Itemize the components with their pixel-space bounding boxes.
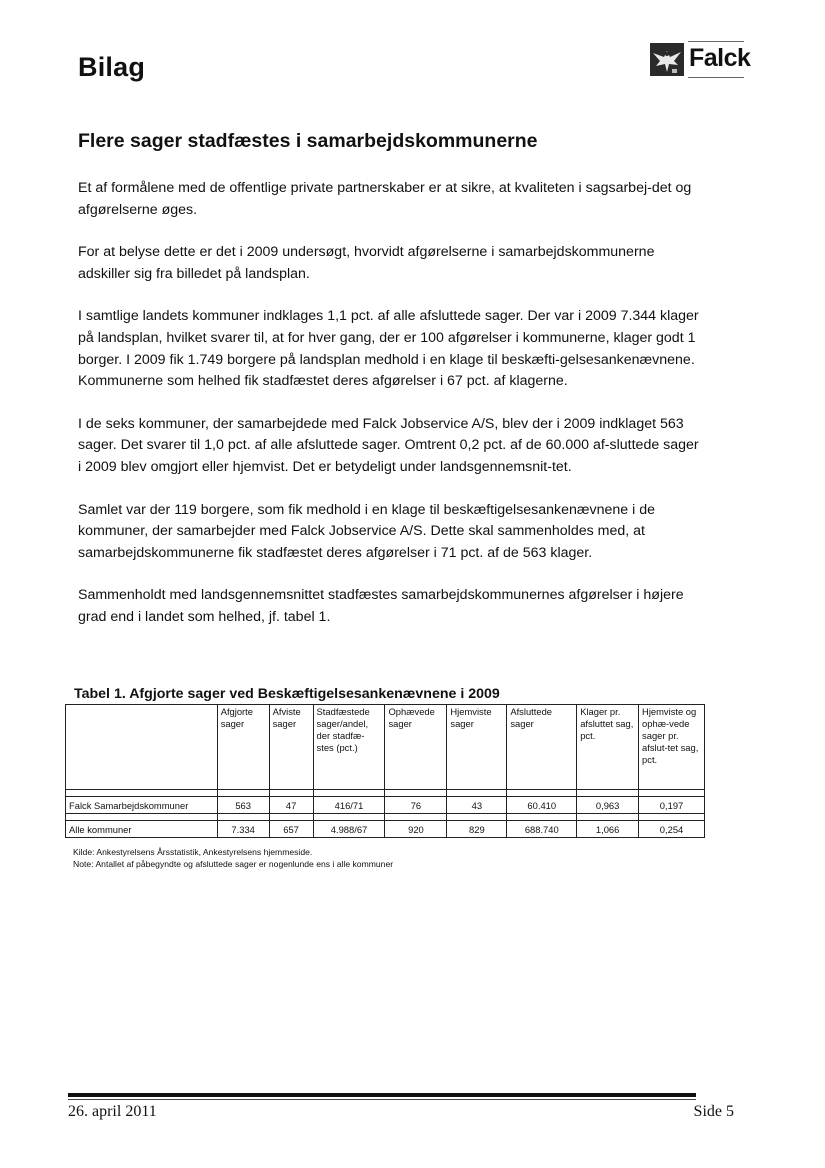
table-note: Note: Antallet af påbegyndte og afsluttede sager er nogenlunde ens i alle kommuner <box>73 859 394 869</box>
falck-eagle-icon <box>650 43 684 76</box>
paragraph: I samtlige landets kommuner indklages 1,1 pct. af alle afsluttede sager. Der var i 2009 7.344 klager på landsplan, hvilket svarer til, at for hver gang, der er 100 afgørelser i kommunerne, klager godt 1 borger. I 2009 fik 1.749 borgere på landsplan medhold i en klage til beskæfti-gelsesankenævnene. Kommunerne som helhed fik stadfæstet deres afgørelser i 67 pct. af klagerne. <box>78 308 699 390</box>
table-caption: Tabel 1. Afgjorte sager ved Beskæftigelsesankenævnene i 2009 <box>74 686 500 702</box>
footer-date: 26. april 2011 <box>68 1103 157 1120</box>
column-header: Afviste sager <box>269 705 313 790</box>
table-source-note <box>73 846 393 870</box>
paragraph: I de seks kommuner, der samarbejdede med Falck Jobservice A/S, blev der i 2009 indklaget 563 sager. Det svarer til 1,0 pct. af alle afsluttede sager. Omtrent 0,2 pct. af de 60.000 af-sluttede sager i 2009 blev omgjort eller hjemvist. Det er betydeligt under landsgennemsnit-tet. <box>78 415 699 475</box>
table-row <box>66 821 705 838</box>
footer-divider-thin <box>68 1099 696 1100</box>
column-header: Afsluttede sager <box>507 705 577 790</box>
column-header <box>66 705 218 790</box>
paragraph: For at belyse dette er det i 2009 undersøgt, hvorvidt afgørelserne i samarbejdskommunerne adskiller sig fra billedet på landsplan. <box>78 244 655 282</box>
table-cell: 4.988/67 <box>313 821 385 838</box>
table-cell: 0,254 <box>639 821 705 838</box>
table-cell: Alle kommuner <box>66 821 218 838</box>
table-cell: 657 <box>269 821 313 838</box>
table-cell: 416/71 <box>313 797 385 814</box>
column-header: Hjemviste og ophæ-vede sager pr. afslut-tet sag, pct. <box>639 705 705 790</box>
table-cell: 688.740 <box>507 821 577 838</box>
paragraph: Samlet var der 119 borgere, som fik medhold i en klage til beskæftigelsesankenævnene i de kommuner, der samarbejder med Falck Jobservice A/S. Dette skal sammenholdes med, at samarbejdskommunerne fik stadfæstet deres afgørelser i 71 pct. af de 563 klager. <box>78 501 656 561</box>
falck-logo-text: Falck <box>689 44 751 72</box>
table-header-row <box>66 705 705 790</box>
column-header: Afgjorte sager <box>217 705 269 790</box>
column-header: Klager pr. afsluttet sag, pct. <box>577 705 639 790</box>
data-table <box>65 704 705 838</box>
body-text <box>78 178 700 650</box>
page-number: Side 5 <box>693 1103 734 1120</box>
paragraph: Et af formålene med de offentlige private partnerskaber er at sikre, at kvaliteten i sagsarbej-det og afgørelserne øges. <box>78 180 692 218</box>
column-header: Hjemviste sager <box>447 705 507 790</box>
table-cell: 829 <box>447 821 507 838</box>
table-cell: 0,963 <box>577 797 639 814</box>
paragraph: Sammenholdt med landsgennemsnittet stadfæstes samarbejdskommunernes afgørelser i højere grad end i landet som helhed, jf. tabel 1. <box>78 587 684 625</box>
table-cell: 920 <box>385 821 447 838</box>
column-header: Ophævede sager <box>385 705 447 790</box>
page-title: Bilag <box>78 52 146 82</box>
table-source: Kilde: Ankestyrelsens Årsstatistik, Ankestyrelsens hjemmeside. <box>73 847 313 857</box>
table-cell: 563 <box>217 797 269 814</box>
table-row <box>66 797 705 814</box>
table-cell: 1,066 <box>577 821 639 838</box>
table-cell: 47 <box>269 797 313 814</box>
table-cell: 0,197 <box>639 797 705 814</box>
table-cell: 43 <box>447 797 507 814</box>
falck-logo <box>648 38 751 82</box>
column-header: Stadfæstede sager/andel, der stadfæ-stes (pct.) <box>313 705 385 790</box>
table-cell: 76 <box>385 797 447 814</box>
table-cell: 7.334 <box>217 821 269 838</box>
table-cell: Falck Samarbejdskommuner <box>66 797 218 814</box>
section-heading: Flere sager stadfæstes i samarbejdskommunerne <box>78 130 538 152</box>
footer-divider <box>68 1093 696 1097</box>
table-cell: 60.410 <box>507 797 577 814</box>
